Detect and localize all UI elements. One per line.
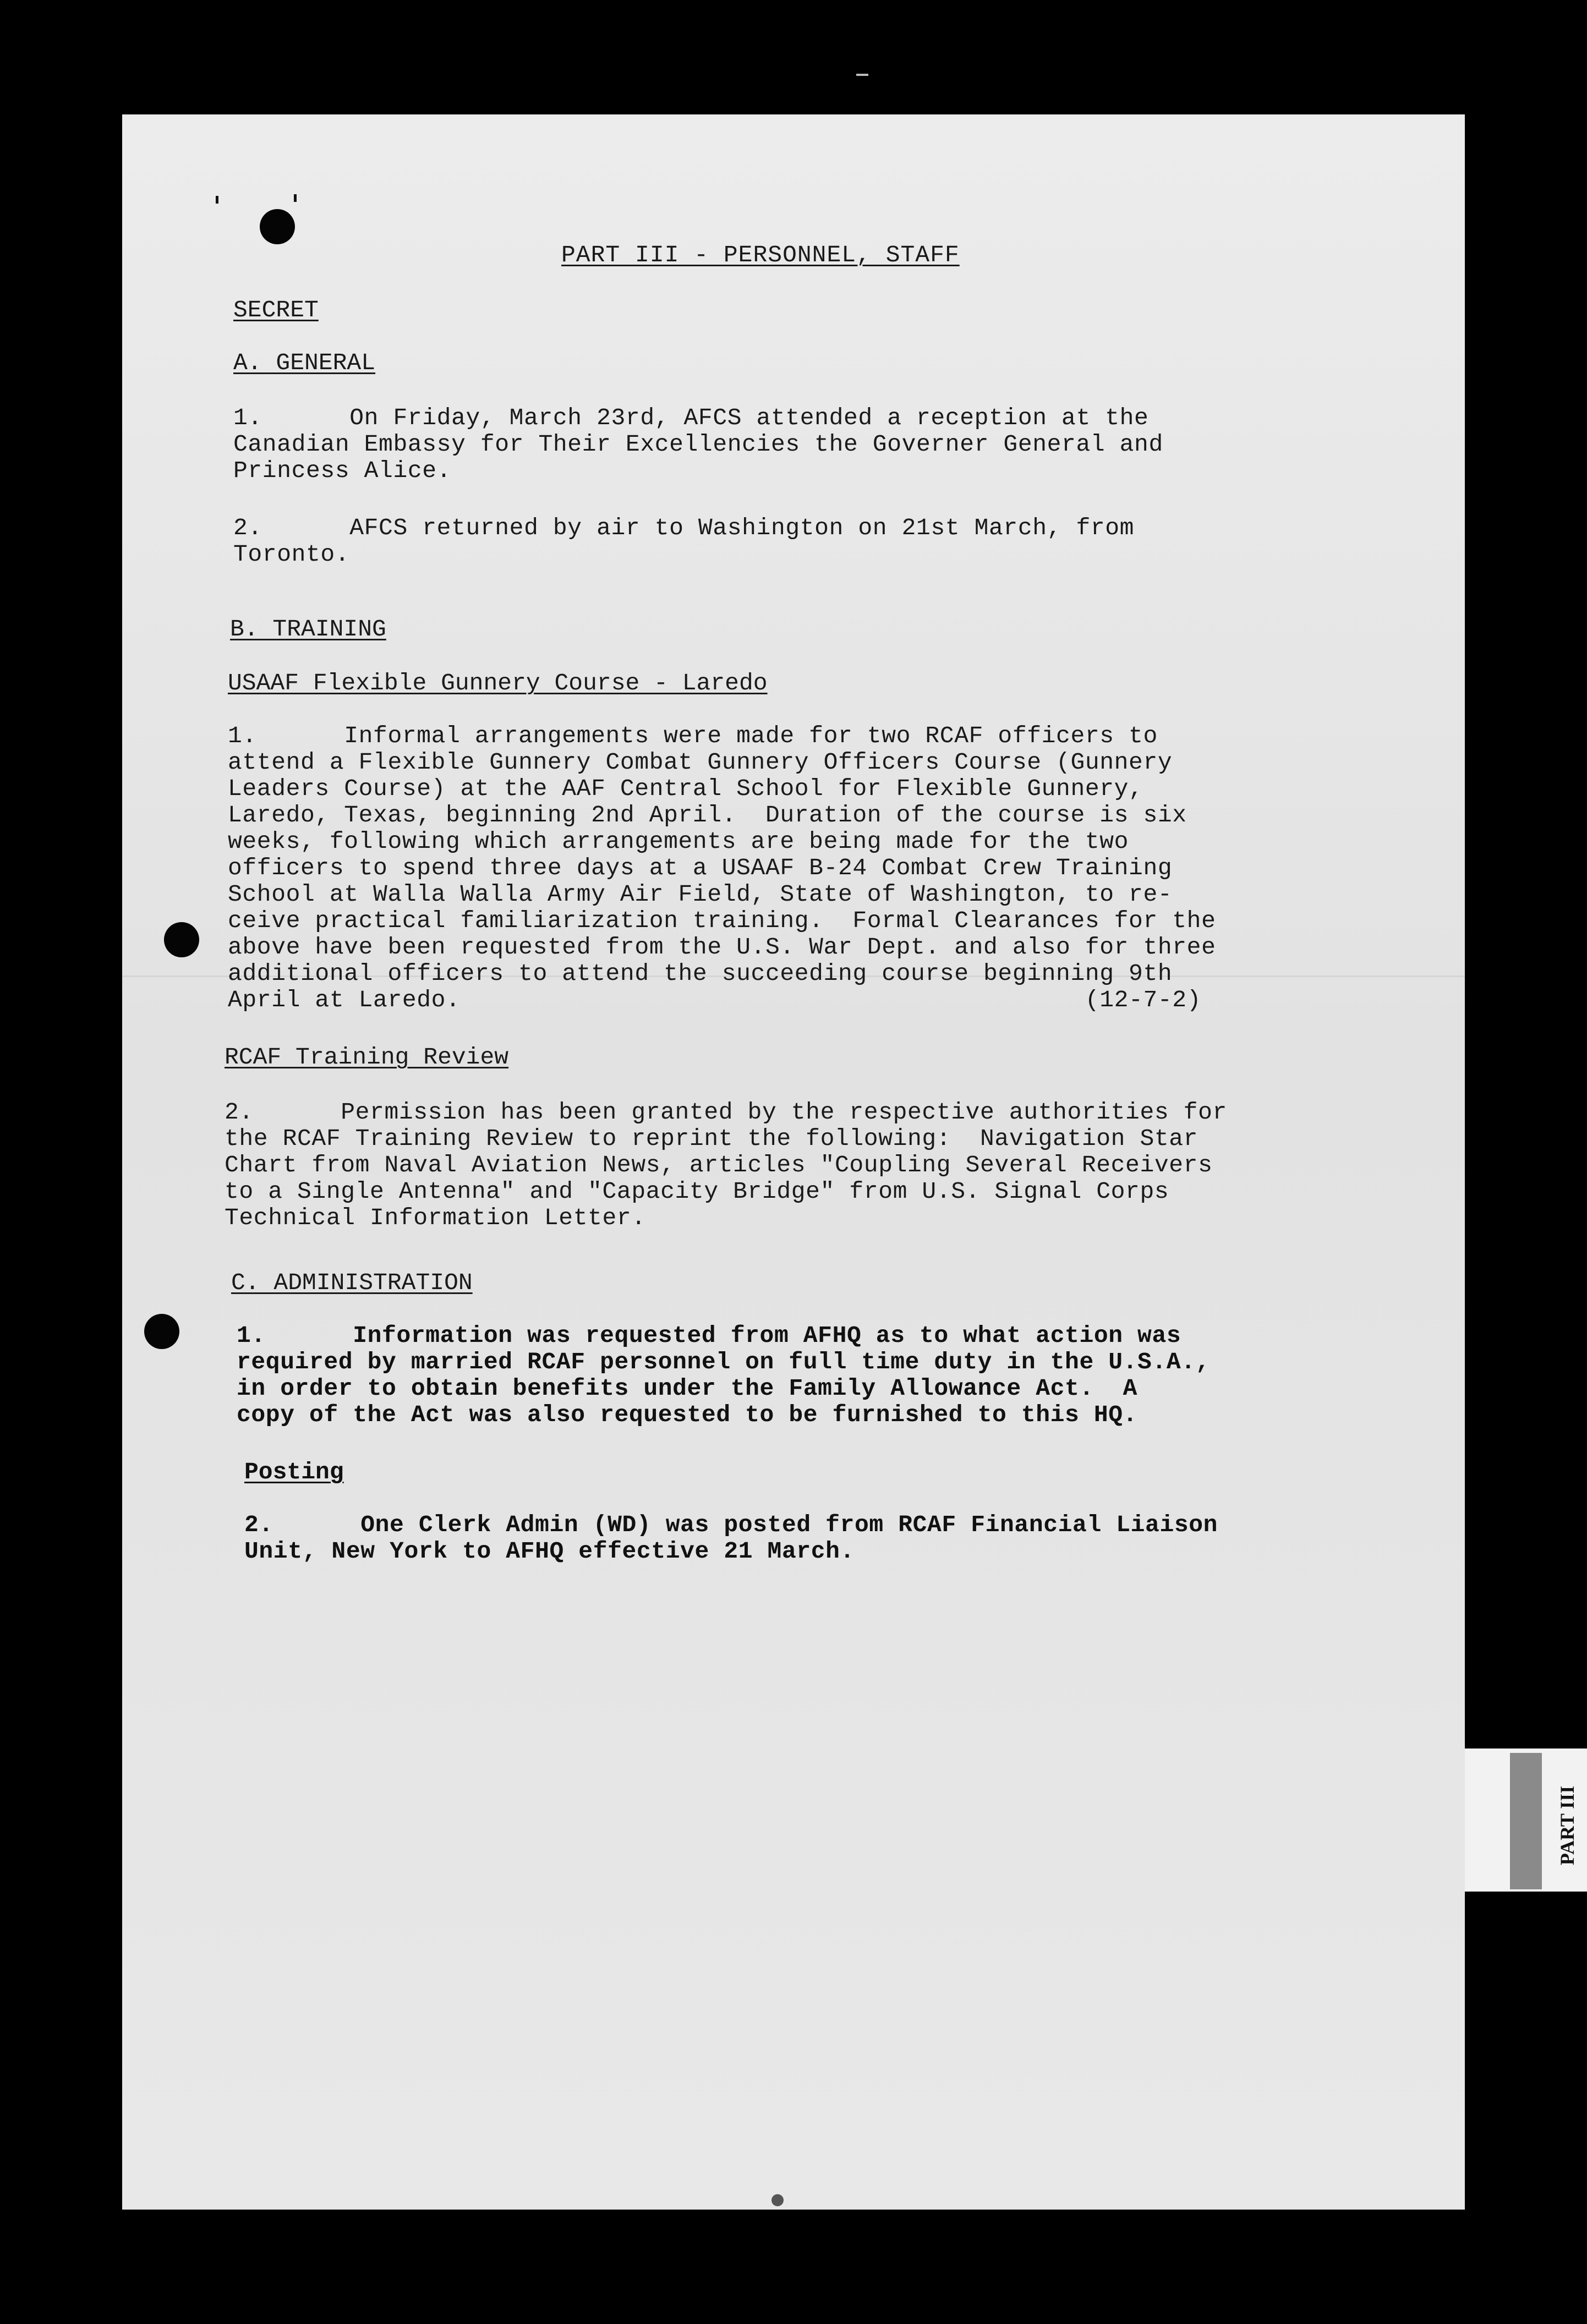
punch-hole — [164, 922, 199, 957]
training-paragraph-2: 2. Permission has been granted by the respective authorities for the RCAF Training Review to reprint the following: Navigation Star Chart from Naval Aviation News, articles "Coupling Several Receivers to a Single Antenna" and "Capacity Bridge" from U.S. Signal Corps Technical Information Letter. — [225, 1099, 1227, 1231]
section-heading-administration: C. ADMINISTRATION — [231, 1269, 473, 1296]
page-title: PART III - PERSONNEL, STAFF — [561, 242, 960, 268]
punch-hole — [144, 1314, 179, 1349]
subheading-training-review: RCAF Training Review — [225, 1044, 509, 1071]
section-heading-training: B. TRAINING — [230, 616, 386, 643]
classification-label: SECRET — [233, 297, 319, 324]
subheading-gunnery-course: USAAF Flexible Gunnery Course - Laredo — [228, 670, 768, 697]
subheading-posting: Posting — [244, 1459, 344, 1486]
margin-mark — [216, 196, 218, 204]
index-tab-label: PART III — [1556, 1785, 1579, 1866]
general-paragraph-1: 1. On Friday, March 23rd, AFCS attended a reception at the Canadian Embassy for Their Excellencies the Governer General and Princess Alice. — [233, 404, 1163, 484]
administration-paragraph-1: 1. Information was requested from AFHQ as to what action was required by married RCAF personnel on full time duty in the U.S.A., in order to obtain benefits under the Family Allowance Act. A copy of the Act was also requested to be furnished to this HQ. — [237, 1322, 1211, 1428]
punch-hole — [260, 209, 295, 244]
administration-paragraph-2: 2. One Clerk Admin (WD) was posted from RCAF Financial Liaison Unit, New York to AFHQ effective 21 March. — [244, 1511, 1218, 1565]
training-paragraph-1: 1. Informal arrangements were made for two RCAF officers to attend a Flexible Gunnery Combat Gunnery Officers Course (Gunnery Leaders Course) at the AAF Central School for Flexible Gunnery, Laredo, Texas, beginning 2nd April. Duration of the course is six weeks, following which arrangements are being made for the two officers to spend three days at a USAAF B-24 Combat Crew Training School at Walla Walla Army Air Field, State of Washington, to re- ceive practical familiarization training. Formal Clearances for the above have been requested from the U.S. War Dept. and also for three additional officers to attend the succeeding course beginning 9th April at Laredo. (12-7-2) — [228, 722, 1216, 1013]
document-page — [122, 114, 1579, 2210]
stray-mark — [771, 2194, 784, 2206]
general-paragraph-2: 2. AFCS returned by air to Washington on 21st March, from Toronto. — [233, 514, 1135, 568]
section-heading-general: A. GENERAL — [233, 349, 376, 376]
index-tab-stripe — [1510, 1753, 1542, 1889]
margin-mark — [294, 194, 297, 202]
stray-mark — [856, 74, 868, 76]
